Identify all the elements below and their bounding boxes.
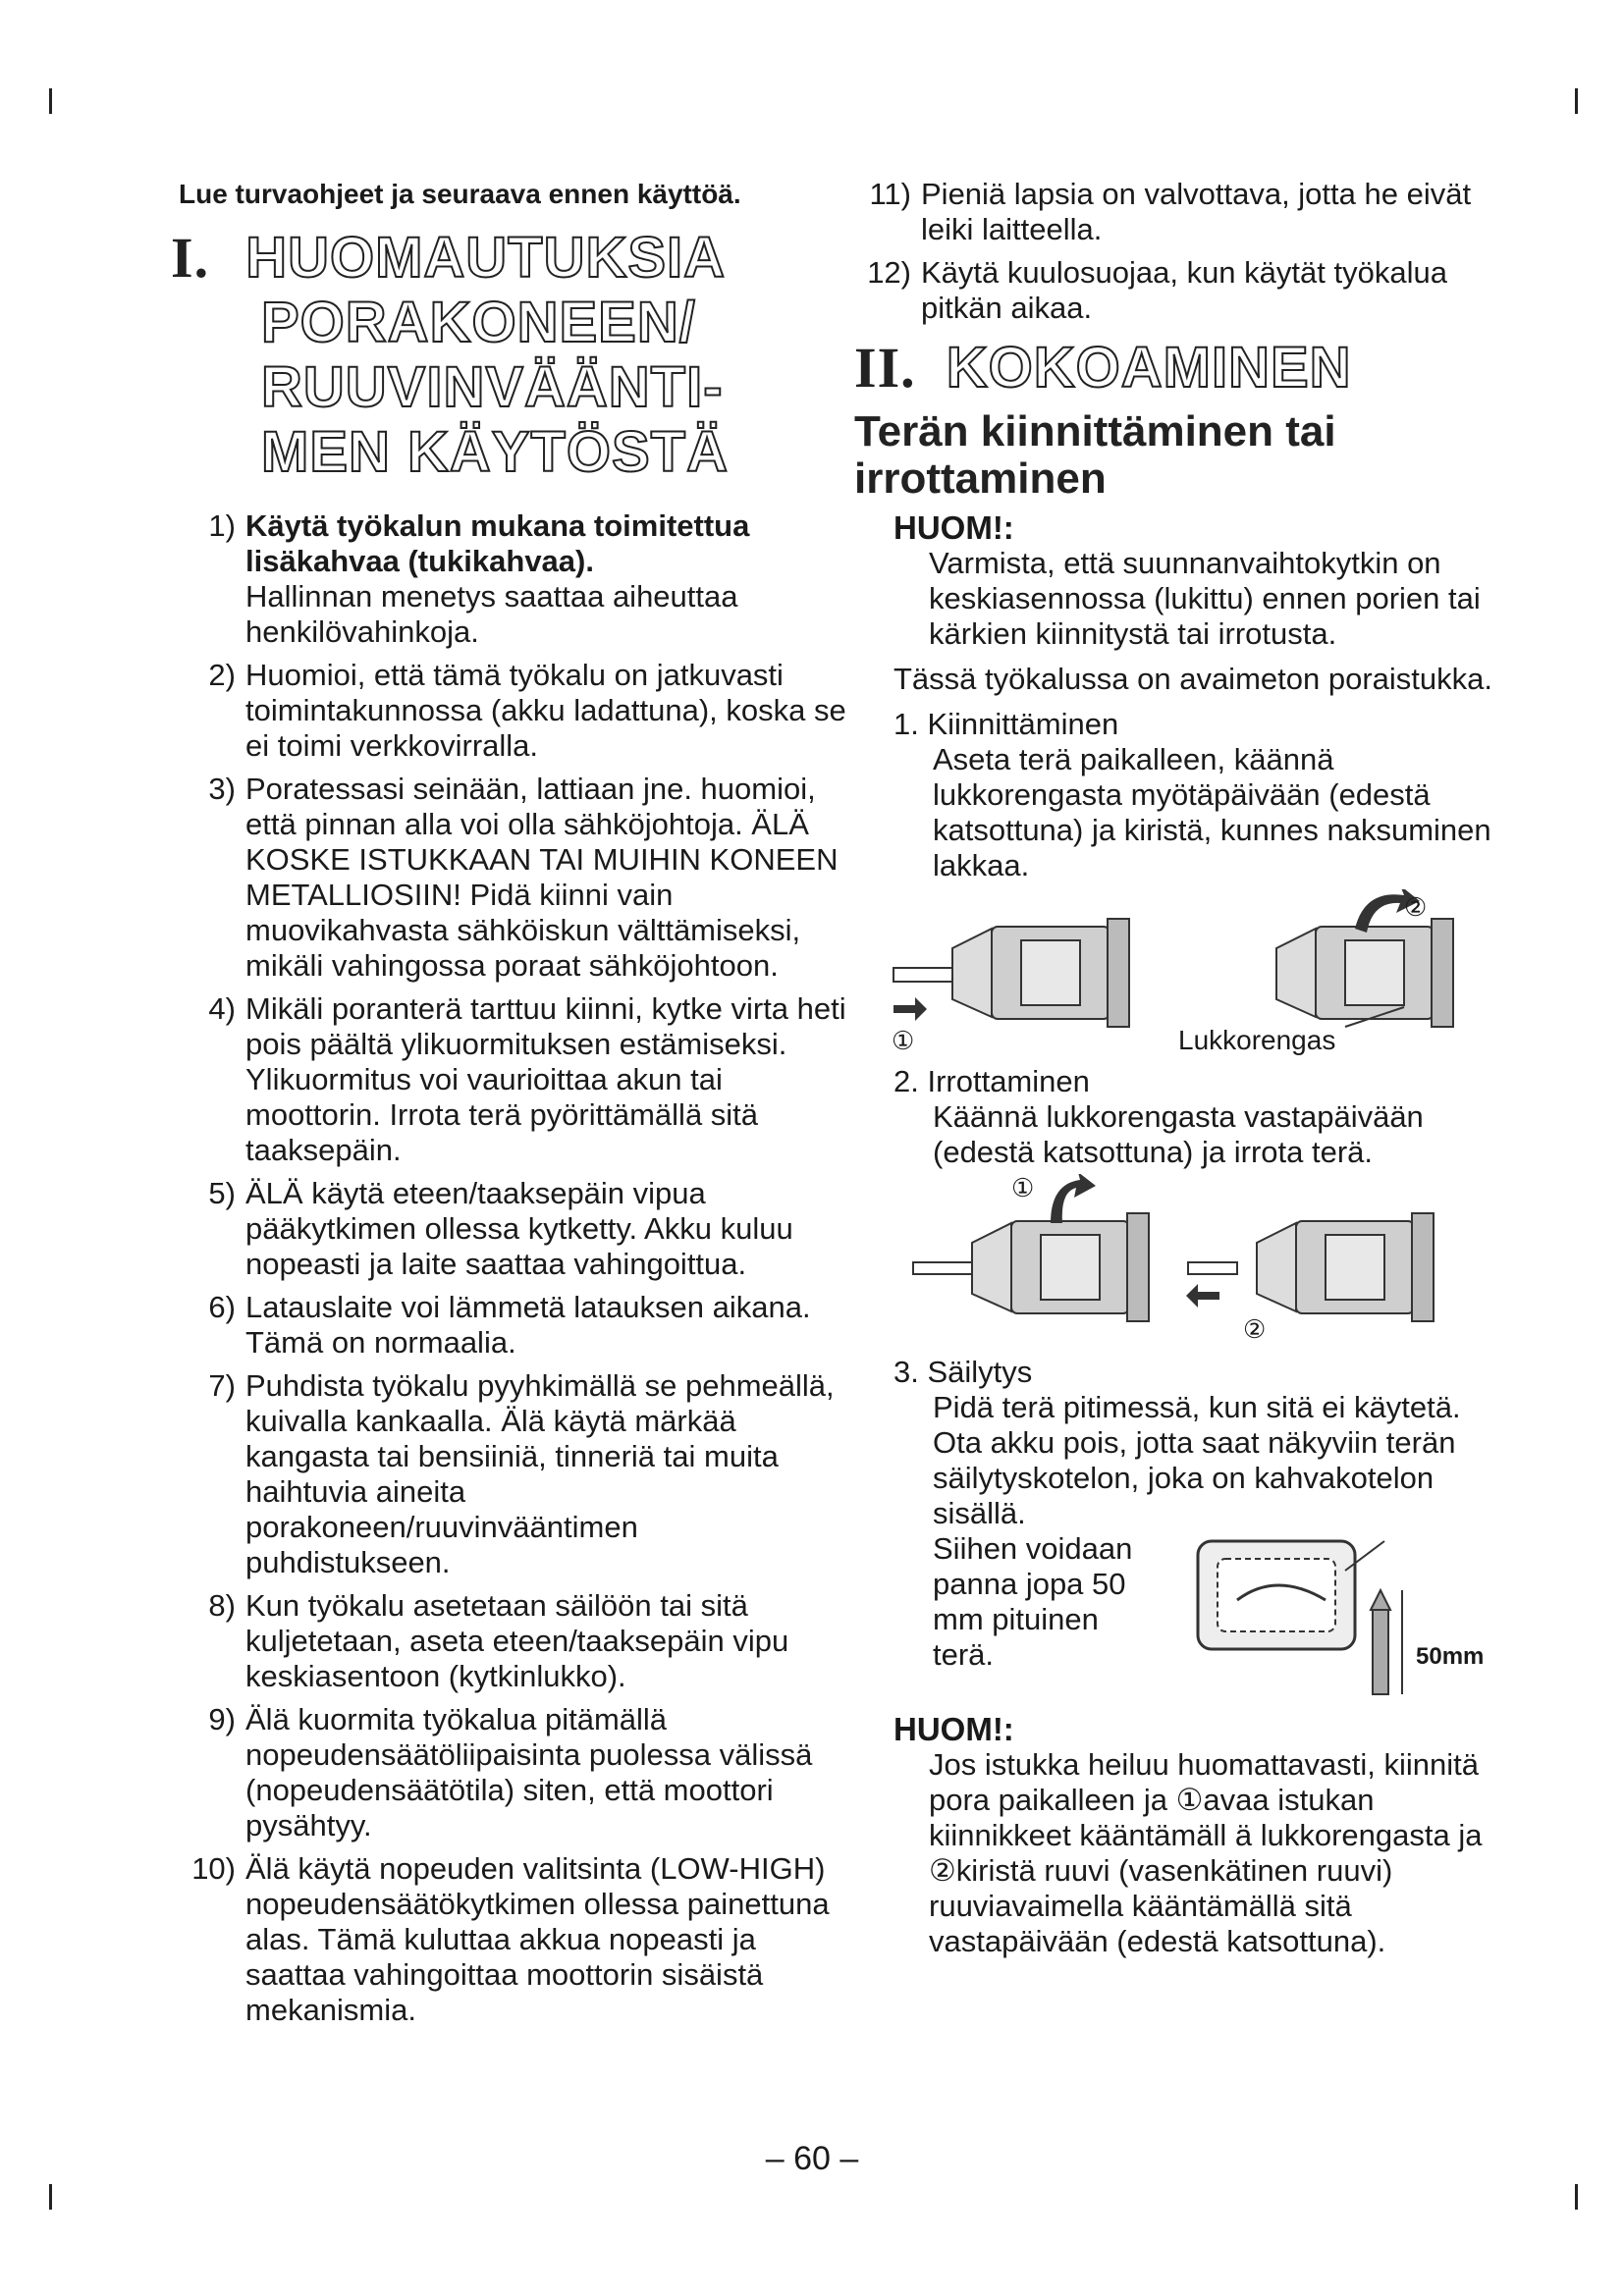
page-number: – 60 – (765, 2140, 859, 2177)
storage-block (854, 1531, 1502, 1708)
left-column (171, 177, 846, 2036)
note-label: HUOM!: (893, 509, 1014, 546)
note2-text: Jos istukka heiluu huomattavasti, kiinnitä pora paikalleen ja ①avaa istukan kiinnikkeet kääntämäll ä lukkorengasta ja ②kiristä ruuvi (vasenkätinen ruuvi) ruuviavaimella kääntämällä sitä vastapäivään (edestä katsottuna). (929, 1747, 1483, 1958)
section1-heading (171, 226, 846, 485)
figure-attach (854, 889, 1502, 1056)
figure-detach (854, 1174, 1502, 1351)
list-item: 5) ÄLÄ käytä eteen/taaksepäin vipua pääkytkimen ollessa kytketty. Akku kuluu nopeasti ja laite saattaa vahingoittua. (179, 1176, 846, 1282)
list-item: 3) Poratessasi seinään, lattiaan jne. huomioi, että pinnan alla voi olla sähköjohtoja. ÄLÄ KOSKE ISTUKKAAN TAI MUIHIN KONEEN METALLIOSIIN! Pidä kiinni vain muovikahvasta sähköiskun välttämiseksi, mikäli vahingossa poraat sähköjohtoon. (179, 772, 846, 984)
fig1-marker-2: ② (1404, 892, 1428, 922)
item-2-text: Huomioi, että tämä työkalu on jatkuvasti toimintakunnossa (akku ladattuna), koska se ei toimi verkkovirralla. (245, 658, 846, 763)
list-item: 9) Älä kuormita työkalua pitämällä nopeudensäätöliipaisinta puolessa välissä (nopeudensäätötila) siten, että moottori pysähtyy. (179, 1702, 846, 1843)
section1-title-line-1: HUOMAUTUKSIA (245, 226, 727, 290)
list-item: 4) Mikäli poranterä tarttuu kiinni, kytke virta heti pois päältä ylikuormituksen estämiseksi. Ylikuormitus voi vaurioittaa akun tai moottorin. Irrota terä pyörittämällä sitä taaksepäin. (208, 991, 846, 1167)
crop-mark-bottom-right (1575, 2184, 1578, 2210)
crop-mark-bottom-left (49, 2184, 52, 2210)
item-3-text: Poratessasi seinään, lattiaan jne. huomioi, että pinnan alla voi olla sähköjohtoja. ÄLÄ KOSKE ISTUKKAAN TAI MUIHIN KONEEN METALLIOSIIN! Pidä kiinni vain muovikahvasta sähköiskun välttämiseksi, mikäli vahingossa poraat sähköjohtoon. (245, 772, 839, 983)
chuck-icon (1188, 1213, 1434, 1321)
step1-text: Aseta terä paikalleen, käännä lukkorengasta myötäpäivään (edestä katsottuna) ja kiristä, kunnes naksuminen lakkaa. (933, 742, 1491, 882)
step2-title: 2. Irrottaminen (893, 1064, 1090, 1098)
chuck-text: Tässä työkalussa on avaimeton poraistukka. (893, 662, 1492, 696)
list-item: 2) Huomioi, että tämä työkalu on jatkuvasti toimintakunnossa (akku ladattuna), koska se ei toimi verkkovirralla. (208, 658, 846, 763)
list-item: 6) Latauslaite voi lämmetä latauksen aikana. Tämä on normaalia. (179, 1290, 846, 1361)
intro-text: Lue turvaohjeet ja seuraava ennen käyttöä. (179, 179, 741, 209)
item-4-text: Mikäli poranterä tarttuu kiinni, kytke virta heti pois päältä ylikuormituksen estämiseksi. Ylikuormitus voi vaurioittaa akun tai moottorin. Irrota terä pyörittämällä sitä taaksepäin. (245, 991, 846, 1167)
section2-title: KOKOAMINEN (946, 336, 1352, 400)
list-item: 8) Kun työkalu asetetaan säilöön tai sitä kuljetetaan, aseta eteen/taaksepäin vipu keskiasentoon (kytkinlukko). (179, 1588, 846, 1694)
fig2-marker-1: ① (1011, 1173, 1035, 1202)
drill-bit-icon (1371, 1590, 1390, 1694)
step3-text: Pidä terä pitimessä, kun sitä ei käytetä. Ota akku pois, jotta saat näkyviin terän säilytyskotelon, joka on kahvakotelon sisällä. (933, 1390, 1461, 1530)
bit-storage-illustration (1178, 1531, 1492, 1708)
note-text: Varmista, että suunnanvaihtokytkin on keskiasennossa (lukittu) ennen porien tai kärkien kiinnitystä tai irrotusta. (929, 546, 1481, 651)
fig1-label-lukkorengas: Lukkorengas (1178, 1025, 1336, 1055)
item-10-text: Älä käytä nopeuden valitsinta (LOW-HIGH) nopeudensäätökytkimen ollessa painettuna alas. Tämä kuluttaa akkua nopeasti ja saattaa vahingoittaa moottorin sisäistä mekanismia. (245, 1851, 830, 2027)
item-12-text: Käytä kuulosuojaa, kun käytät työkalua pitkän aikaa. (921, 255, 1447, 325)
list-item: 1) Käytä työkalun mukana toimitettua lisäkahvaa (tukikahvaa). Hallinnan menetys saattaa aiheuttaa henkilövahinkoja. (179, 508, 846, 650)
item-1-text: Hallinnan menetys saattaa aiheuttaa henkilövahinkoja. (245, 579, 738, 649)
item-6-text: Latauslaite voi lämmetä latauksen aikana. Tämä on normaalia. (245, 1290, 811, 1360)
list-item: 12) Käytä kuulosuojaa, kun käytät työkalua pitkän aikaa. (854, 255, 1502, 326)
chuck-detach-illustration (854, 1174, 1502, 1351)
rotate-arrow-icon (1051, 1174, 1096, 1223)
arrow-right-icon (893, 997, 927, 1021)
arrow-left-icon (1186, 1284, 1219, 1308)
section2-number: II. (854, 336, 916, 400)
fig3-label-50mm: 50mm (1416, 1643, 1485, 1670)
step1-title: 1. Kiinnittäminen (893, 707, 1119, 741)
note2-label: HUOM!: (893, 1711, 1014, 1747)
note-block (854, 510, 1502, 652)
item-7-text: Puhdista työkalu pyyhkimällä se pehmeällä, kuivalla kankaalla. Älä käytä märkää kangasta tai bensiiniä, tinneriä tai muita haihtuvia aineita porakoneen/ruuvinvääntimen puhdistukseen. (245, 1368, 835, 1579)
list-item: 7) Puhdista työkalu pyyhkimällä se pehmeällä, kuivalla kankaalla. Älä käytä märkää kangasta tai bensiiniä, tinneriä tai muita haihtuvia aineita porakoneen/ruuvinvääntimen puhdistukseen. (179, 1368, 846, 1580)
chuck-icon (1276, 919, 1453, 1027)
fig2-marker-2: ② (1243, 1314, 1267, 1344)
list-item: 10) Älä käytä nopeuden valitsinta (LOW-HIGH) nopeudensäätökytkimen ollessa painettuna alas. Tämä kuluttaa akkua nopeasti ja saattaa vahingoittaa moottorin sisäistä mekanismia. (179, 1851, 846, 2028)
item-9-text: Älä kuormita työkalua pitämällä nopeudensäätöliipaisinta puolessa välissä (nopeudensäätötila) siten, että moottori pysähtyy. (245, 1702, 813, 1842)
step2-text: Käännä lukkorengasta vastapäivään (edestä katsottuna) ja irrota terä. (933, 1099, 1424, 1169)
item-8-text: Kun työkalu asetetaan säilöön tai sitä kuljetetaan, aseta eteen/taaksepäin vipu keskiasentoon (kytkinlukko). (245, 1588, 789, 1693)
section1-title-line-3: RUUVINVÄÄNTI- (261, 355, 724, 419)
section2-heading (854, 336, 1502, 400)
item-1-bold: Käytä työkalun mukana toimitettua lisäkahvaa (tukikahvaa). (245, 508, 750, 578)
fig1-marker-1: ① (892, 1026, 915, 1055)
step3-title: 3. Säilytys (893, 1355, 1033, 1389)
list-item: 11) Pieniä lapsia on valvottava, jotta he eivät leiki laitteella. (854, 177, 1502, 247)
section1-title-line-2: PORAKONEEN/ (261, 291, 696, 354)
chuck-icon (893, 919, 1129, 1027)
step3-text2: Siihen voidaan panna jopa 50 mm pituinen terä. (933, 1531, 1133, 1672)
crop-mark-top-left (49, 88, 52, 114)
section1-number: I. (171, 226, 210, 290)
chuck-icon (913, 1213, 1149, 1321)
item-5-text: ÄLÄ käytä eteen/taaksepäin vipua pääkytkimen ollessa kytketty. Akku kuluu nopeasti ja laite saattaa vahingoittua. (245, 1176, 793, 1281)
item-11-text: Pieniä lapsia on valvottava, jotta he eivät leiki laitteella. (921, 177, 1472, 246)
section1-title-line-4: MEN KÄYTÖSTÄ (261, 420, 729, 484)
section2-subtitle: Terän kiinnittäminen tai irrottaminen (854, 407, 1336, 503)
right-column (854, 177, 1502, 1959)
crop-mark-top-right (1575, 88, 1578, 114)
